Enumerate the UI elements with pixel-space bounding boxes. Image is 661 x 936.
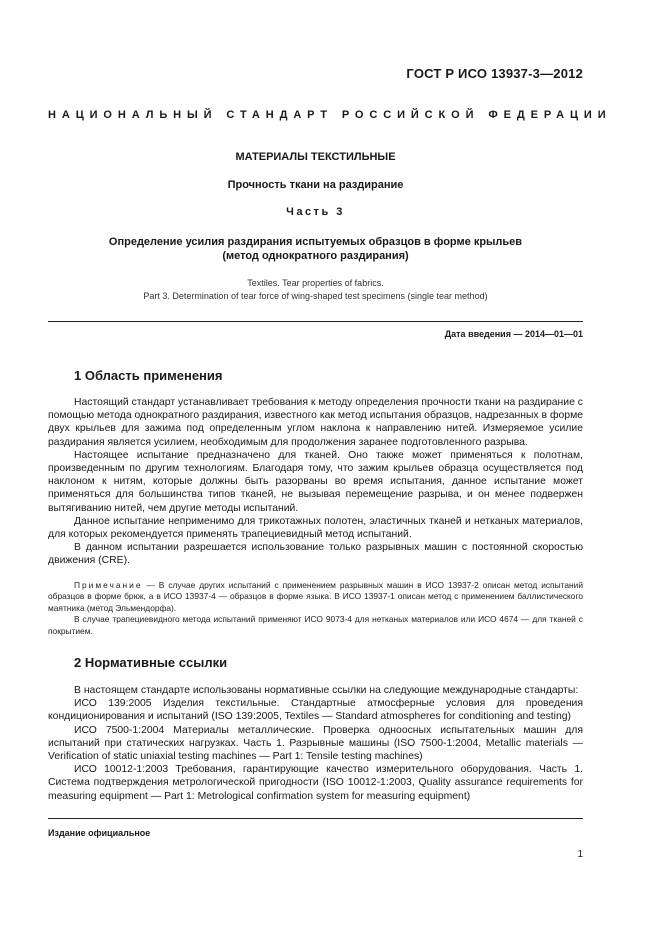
definition-line-2: (метод однократного раздирания) xyxy=(222,250,409,262)
paragraph: В настоящем стандарте использованы нормативные ссылки на следующие международные стандарты: xyxy=(74,685,579,696)
reference-item: ИСО 7500-1:2004 Материалы металлические. Проверка одноосных испытательных машин для испытаний при статических нагрузках. Часть 1. Разрывные машины (ISO 7500-1:2004, Metallic materials — Verification of static uniaxial testing machines — Part 1: Tensile testing machines) xyxy=(48,724,583,763)
standard-main-title: МАТЕРИАЛЫ ТЕКСТИЛЬНЫЕ xyxy=(235,151,396,163)
standard-subtitle: Прочность ткани на раздирание xyxy=(227,179,404,191)
note-text: — В случае других испытаний с применением разрывных машин в ИСО 13937-2 описан метод испытаний образцов в форме брюк, а в ИСО 13937-4 — образцов в форме языка. В ИСО 13937-1 описан метод с применением баллистического маятника (метод Эльмендорфа). xyxy=(48,580,583,613)
introduction-date: Дата введения — 2014—01—01 xyxy=(444,329,583,339)
english-title-line-2: Part 3. Determination of tear force of wing-shaped test specimens (single tear method) xyxy=(143,291,488,301)
document-number: ГОСТ Р ИСО 13937-3—2012 xyxy=(406,66,583,81)
reference-item: ИСО 139:2005 Изделия текстильные. Стандартные атмосферные условия для проведения кондиционирования и испытаний (ISO 139:2005, Textiles — Standard atmospheres for conditioning and testing) xyxy=(48,698,583,723)
section-2-body xyxy=(48,684,583,803)
section-1-heading: 1 Область применения xyxy=(74,368,223,383)
definition-line-1: Определение усилия раздирания испытуемых образцов в форме крыльев xyxy=(108,236,523,248)
part-label: Часть 3 xyxy=(286,206,345,218)
section-1-body xyxy=(48,396,583,568)
reference-item: ИСО 10012-1:2003 Требования, гарантирующие качество измерительного оборудования. Часть 1. Система подтверждения метрологической пригодности (ISO 10012-1:2003, Quality assurance requirements for measuring equipment — Part 1: Metrological confirmation system for measuring equipment) xyxy=(48,764,583,802)
paragraph: В данном испытании разрешается использование только разрывных машин с постоянной скоростью движения (CRE). xyxy=(48,542,583,567)
edition-label: Издание официальное xyxy=(48,828,151,838)
title-divider xyxy=(48,321,583,322)
footer-divider xyxy=(48,818,583,819)
national-standard-banner: НАЦИОНАЛЬНЫЙ СТАНДАРТ РОССИЙСКОЙ ФЕДЕРАЦИИ xyxy=(48,109,612,121)
english-title-line-1: Textiles. Tear properties of fabrics. xyxy=(247,278,384,288)
page-number: 1 xyxy=(577,849,583,860)
paragraph: Настоящее испытание предназначено для тканей. Оно также может применяться к полотнам, произведенным по другим технологиям. Благодаря тому, что зажим крыльев образца осуществляется под наклоном к нитям, которые должны быть разорваны во время испытания, данное испытание может применяться для большинства типов тканей, не вызывая перемещение разрыва, и он менее подвержен вытягиванию нитей, чем другие методы испытаний. xyxy=(48,449,583,514)
paragraph: Настоящий стандарт устанавливает требования к методу определения прочности ткани на раздирание с помощью метода однократного раздирания, известного как метод испытания образцов, надрезанных в форме двух крыльев для зажима под определенным углом наклона к направлению нитей. Измеряемое усилие раздирания является усилием, необходимым для продолжения заранее подготовленного разрыва. xyxy=(48,397,583,448)
paragraph: Данное испытание неприменимо для трикотажных полотен, эластичных тканей и нетканых материалов, для которых рекомендуется применять трапециевидный метод испытаний. xyxy=(48,515,583,541)
part-definition xyxy=(48,235,583,263)
note-block xyxy=(48,580,583,637)
note-label: Примечание xyxy=(74,580,143,590)
note-paragraph-2: В случае трапециевидного метода испытаний применяют ИСО 9073-4 для нетканых материалов или ИСО 4674 — для тканей с покрытием. xyxy=(48,614,583,636)
section-2-heading: 2 Нормативные ссылки xyxy=(74,655,228,670)
english-title xyxy=(48,277,583,303)
note-paragraph xyxy=(48,580,583,614)
